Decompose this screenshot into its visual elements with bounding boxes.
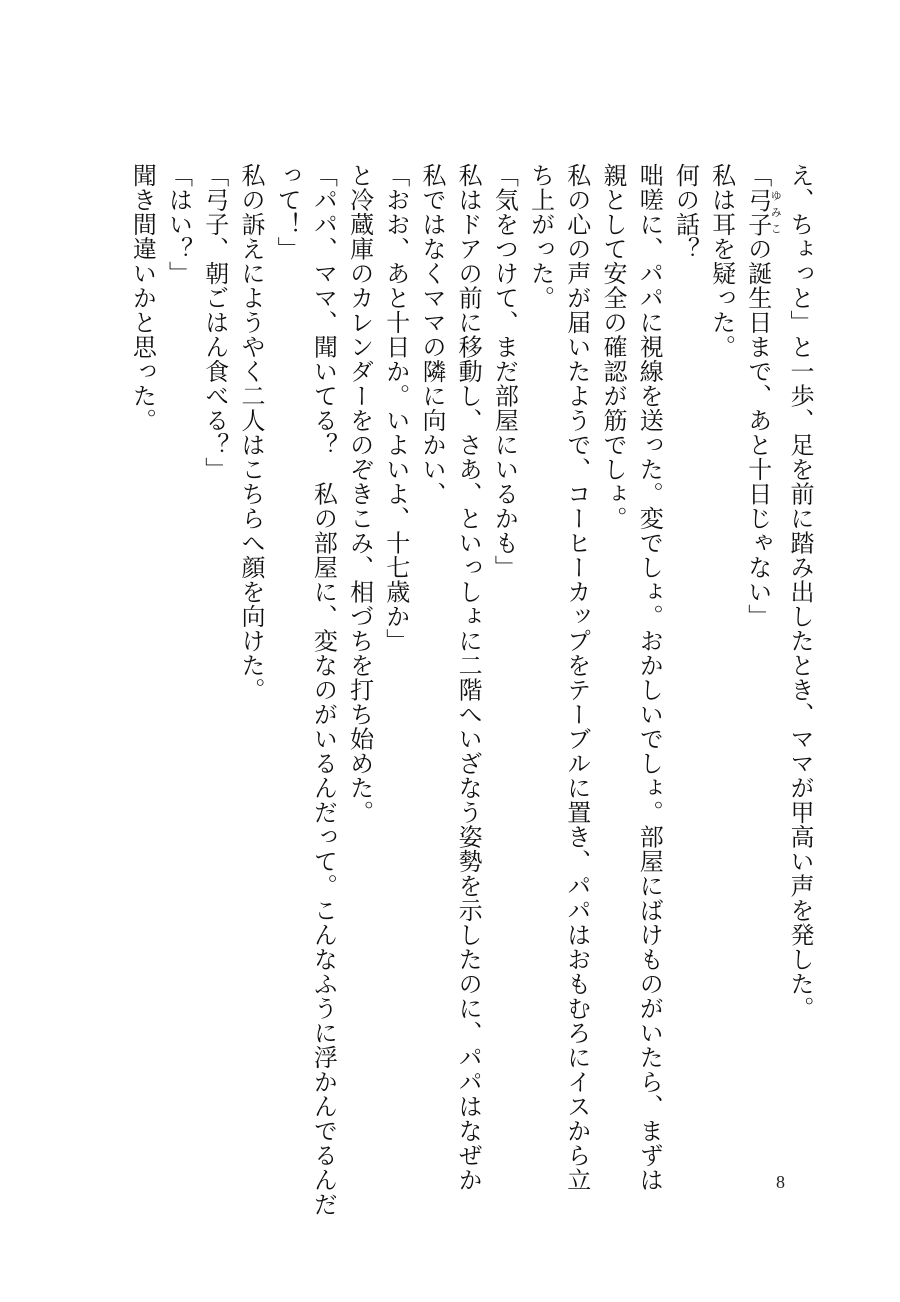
text-line-8: ち上がった。 — [526, 163, 555, 310]
text-line-17: 「弓子、朝ごはん食べる？」 — [200, 163, 229, 482]
text-line-2 — [740, 163, 782, 1163]
page-number: 8 — [776, 1172, 785, 1192]
text-line-16: 私の訴えにようやく二人はこちらへ顔を向けた。 — [236, 163, 265, 702]
text-line-18: 「はい？」 — [164, 163, 193, 286]
text-line-15: って！」 — [273, 163, 302, 261]
ruby-reading: ゆみこ — [769, 187, 783, 237]
vertical-text-body — [124, 163, 818, 1217]
text-line-9: 「気をつけて、まだ部屋にいるかも」 — [490, 163, 519, 580]
open-quote: 「 — [743, 163, 772, 188]
text-line-7: 私の心の声が届いたようで、コーヒーカップをテーブルに置き、パパはおもむろにイスから立 — [562, 163, 591, 1192]
text-line-13: と冷蔵庫のカレンダーをのぞきこみ、相づちを打ち始めた。 — [345, 163, 374, 825]
text-line-11: 私ではなくママの隣に向かい、 — [417, 163, 446, 506]
name-ruby — [743, 187, 783, 237]
text-line-2-rest: の誕生日まで、あと十日じゃない」 — [743, 236, 772, 629]
text-line-19: 聞き間違いかと思った。 — [128, 163, 157, 433]
text-line-4: 何の話？ — [671, 163, 700, 261]
text-line-3: 私は耳を疑った。 — [707, 163, 736, 359]
text-line-10: 私はドアの前に移動し、さあ、といっしょに二階へいざなう姿勢を示したのに、パパはなぜか — [454, 163, 483, 1192]
text-line-5: 咄嗟に、パパに視線を送った。変でしょ。おかしいでしょ。部屋にばけものがいたら、まずは — [635, 163, 664, 1192]
text-line-6: 親として安全の確認が筋でしょ。 — [598, 163, 627, 531]
text-line-12: 「おお、あと十日か。いよいよ、十七歳か」 — [381, 163, 410, 653]
ruby-base: 弓子 — [743, 187, 772, 237]
text-line-14: 「パパ、ママ、聞いてる？ 私の部屋に、変なのがいるんだって。こんなふうに浮かんでるんだ — [309, 163, 338, 1217]
text-line-1: え、ちょっと」と一歩、足を前に踏み出したとき、ママが甲高い声を発した。 — [786, 163, 814, 1021]
